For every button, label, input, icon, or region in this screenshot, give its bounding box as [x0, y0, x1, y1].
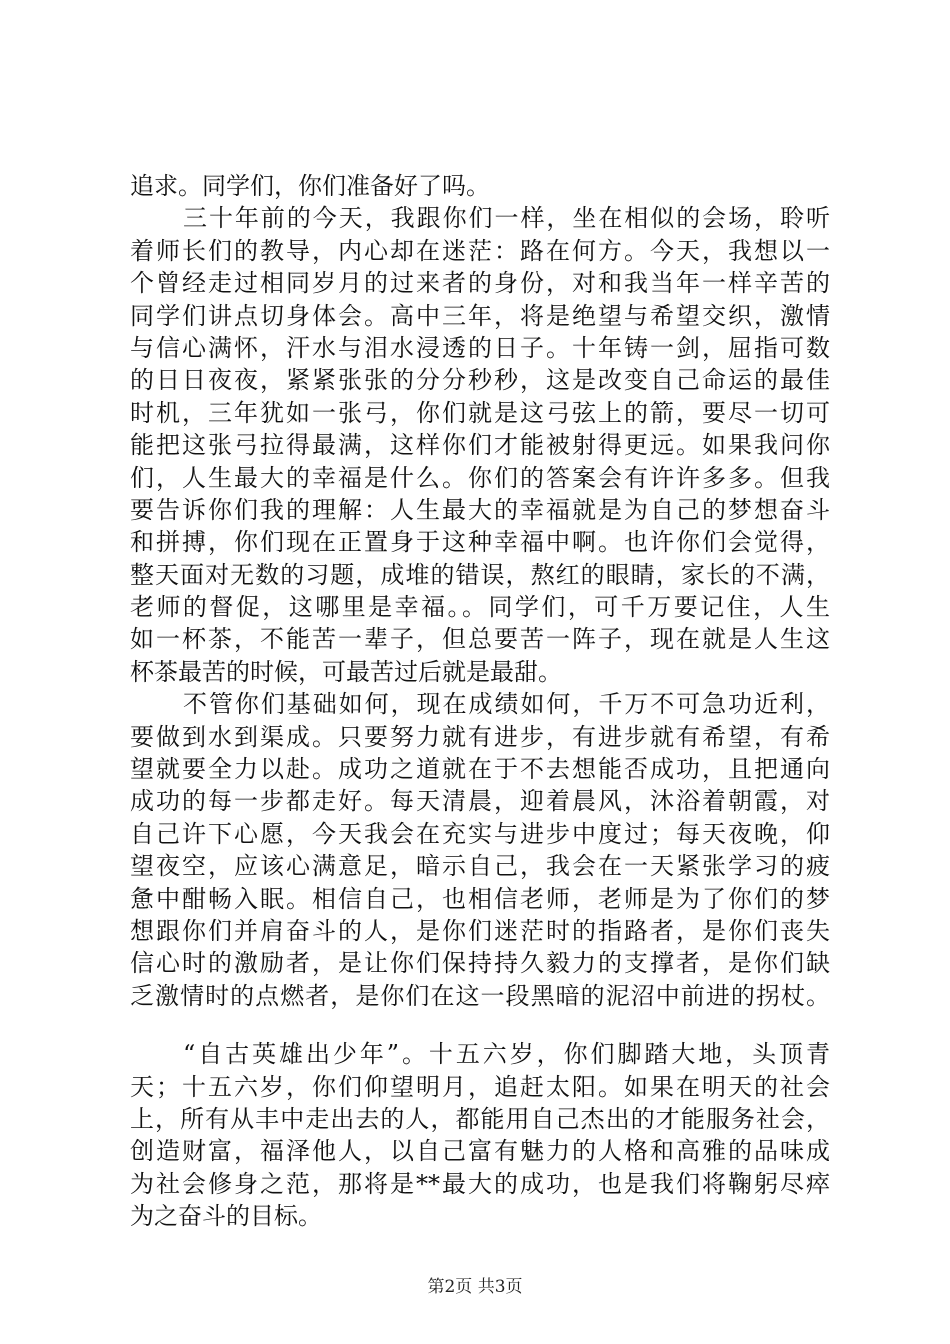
text-line: 的日日夜夜，紧紧张张的分分秒秒，这是改变自己命运的最佳: [130, 366, 830, 395]
text-line: 为之奋斗的目标。: [130, 1202, 322, 1231]
paragraph-first-line: 不管你们基础如何，现在成绩如何，千万不可急功近利，: [183, 690, 830, 719]
body-text: [130, 170, 830, 1233]
text-line: 如一杯茶，不能苦一辈子，但总要苦一阵子，现在就是人生这: [130, 625, 830, 654]
text-line: 们，人生最大的幸福是什么。你们的答案会有许许多多。但我: [130, 463, 830, 492]
page-footer: [0, 1275, 950, 1299]
text-line: 自己许下心愿，今天我会在充实与进步中度过；每天夜晚，仰: [130, 819, 830, 848]
text-line: 要告诉你们我的理解：人生最大的幸福就是为自己的梦想奋斗: [130, 495, 830, 524]
text-line: 个曾经走过相同岁月的过来者的身份，对和我当年一样辛苦的: [130, 269, 830, 298]
text-line: 能把这张弓拉得最满，这样你们才能被射得更远。如果我问你: [130, 431, 830, 460]
text-line: 创造财富，福泽他人，以自己富有魅力的人格和高雅的品味成: [130, 1137, 830, 1166]
text-line: 望就要全力以赴。成功之道就在于不去想能否成功，且把通向: [130, 755, 830, 784]
text-line: 与信心满怀，汗水与泪水浸透的日子。十年铸一剑，屈指可数: [130, 333, 830, 362]
text-line: 乏激情时的点燃者，是你们在这一段黑暗的泥沼中前进的拐杖。: [130, 981, 830, 1010]
text-line: 望夜空，应该心满意足，暗示自己，我会在一天紧张学习的疲: [130, 852, 830, 881]
paragraph-gap: [130, 1012, 830, 1038]
text-line: 整天面对无数的习题，成堆的错误，熬红的眼睛，家长的不满，: [130, 560, 830, 589]
paragraph-first-line: “自古英雄出少年”。十五六岁，你们脚踏大地，头顶青: [183, 1040, 830, 1069]
text-line: 为社会修身之范，那将是**最大的成功，也是我们将鞠躬尽瘁: [130, 1169, 830, 1198]
text-line: 要做到水到渠成。只要努力就有进步，有进步就有希望，有希: [130, 722, 830, 751]
paragraph-first-line: 三十年前的今天，我跟你们一样，坐在相似的会场，聆听: [183, 204, 830, 233]
text-line: 惫中酣畅入眠。相信自己，也相信老师，老师是为了你们的梦: [130, 884, 830, 913]
page-number-label: 第2页 共3页: [427, 1277, 523, 1297]
text-line: 着师长们的教导，内心却在迷茫：路在何方。今天，我想以一: [130, 236, 830, 265]
text-line: 时机，三年犹如一张弓，你们就是这弓弦上的箭，要尽一切可: [130, 398, 830, 427]
text-line: 想跟你们并肩奋斗的人，是你们迷茫时的指路者，是你们丧失: [130, 916, 830, 945]
text-line: 老师的督促，这哪里是幸福。。同学们，可千万要记住，人生: [130, 593, 830, 622]
text-line: 追求。同学们，你们准备好了吗。: [130, 172, 490, 200]
text-line: 上，所有从丰中走出去的人，都能用自己杰出的才能服务社会，: [130, 1104, 830, 1133]
text-line: 和拼搏，你们现在正置身于这种幸福中啊。也许你们会觉得，: [130, 528, 830, 557]
text-line: 杯茶最苦的时候，可最苦过后就是最甜。: [130, 657, 562, 686]
text-line: 成功的每一步都走好。每天清晨，迎着晨风，沐浴着朝霞，对: [130, 787, 830, 816]
text-line: 同学们讲点切身体会。高中三年，将是绝望与希望交织，激情: [130, 301, 830, 330]
text-line: 信心时的激励者，是让你们保持持久毅力的支撑者，是你们缺: [130, 949, 830, 978]
text-line: 天；十五六岁，你们仰望明月，追赶太阳。如果在明天的社会: [130, 1072, 830, 1101]
